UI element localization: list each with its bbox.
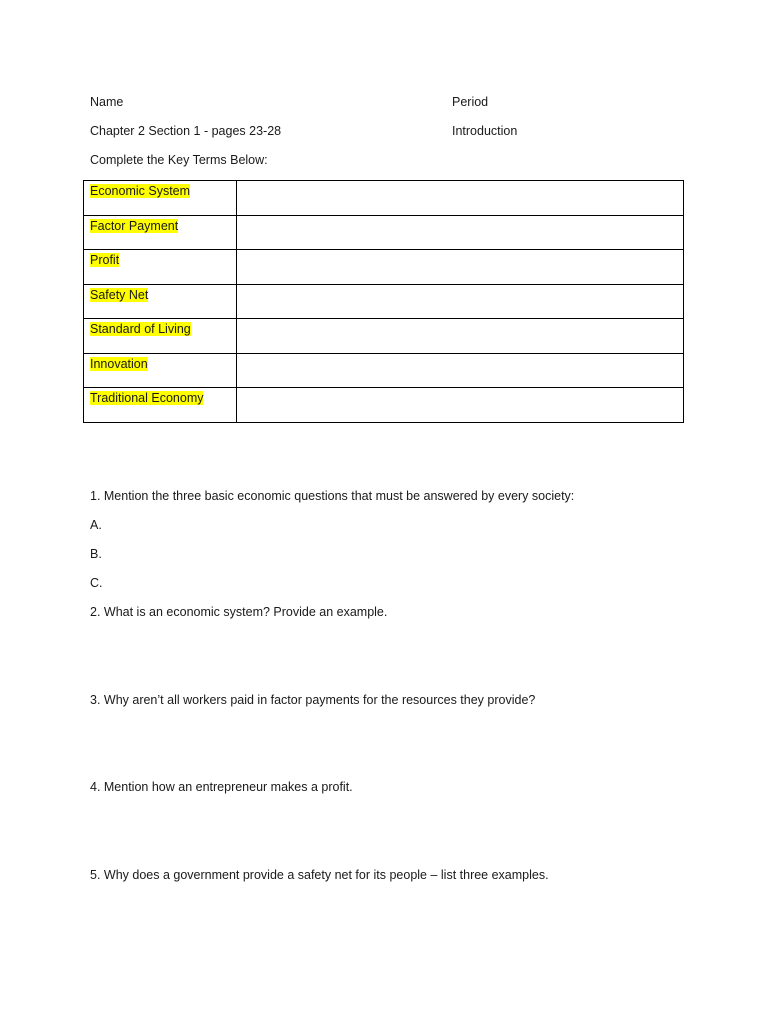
term-standard-of-living: Standard of Living: [90, 322, 191, 336]
question-1: 1. Mention the three basic economic questions that must be answered by every society:: [90, 489, 575, 503]
instructions: Complete the Key Terms Below:: [90, 153, 268, 167]
definition-cell[interactable]: [237, 353, 684, 388]
question-2: 2. What is an economic system? Provide an example.: [90, 605, 388, 619]
term-safety-net: Safety Net: [90, 287, 149, 302]
term-cell: [84, 353, 237, 388]
definition-cell[interactable]: [237, 181, 684, 216]
table-row: [84, 250, 684, 285]
question-1-option-b: B.: [90, 547, 102, 561]
chapter-heading: Chapter 2 Section 1 - pages 23-28: [90, 124, 282, 138]
period-label: Period: [452, 95, 489, 109]
question-1-option-a: A.: [90, 518, 102, 532]
question-1-option-c: C.: [90, 576, 103, 590]
term-innovation: Innovation: [90, 356, 148, 371]
term-cell: [84, 250, 237, 285]
definition-cell[interactable]: [237, 215, 684, 250]
term-factor-payment: Factor Payment: [90, 218, 179, 233]
table-row: [84, 319, 684, 354]
question-3: 3. Why aren’t all workers paid in factor payments for the resources they provide?: [90, 693, 536, 707]
term-economic-system: Economic System: [90, 184, 191, 198]
term-profit: Profit: [90, 253, 120, 267]
question-5: 5. Why does a government provide a safety net for its people – list three examples.: [90, 868, 549, 882]
name-label: Name: [90, 95, 124, 109]
key-terms-table: [83, 180, 684, 423]
definition-cell[interactable]: [237, 319, 684, 354]
table-row: [84, 284, 684, 319]
table-row: [84, 353, 684, 388]
table-row: [84, 215, 684, 250]
table-row: [84, 388, 684, 423]
term-cell: [84, 388, 237, 423]
definition-cell[interactable]: [237, 250, 684, 285]
term-cell: [84, 215, 237, 250]
term-traditional-economy: Traditional Economy: [90, 391, 204, 405]
term-cell: [84, 181, 237, 216]
definition-cell[interactable]: [237, 284, 684, 319]
section-title: Introduction: [452, 124, 518, 138]
definition-cell[interactable]: [237, 388, 684, 423]
term-cell: [84, 284, 237, 319]
question-4: 4. Mention how an entrepreneur makes a profit.: [90, 780, 353, 794]
term-cell: [84, 319, 237, 354]
table-row: [84, 181, 684, 216]
